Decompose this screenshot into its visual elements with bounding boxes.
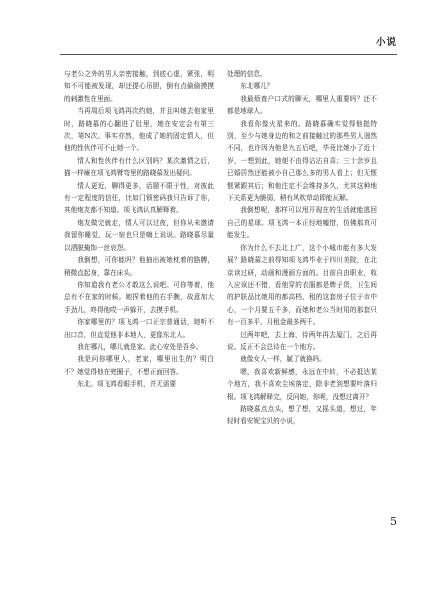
paragraph: 情人和性伙伴有什么区别吗？某次激情之后，猫一样瘫在项飞鸿臂弯里的路晓慕发出疑问。 [64,156,214,178]
header-rule [60,54,397,55]
left-column [64,68,214,391]
paragraph: 当再周后项飞鸿再次约她，并且叫她去他家里时，路晓慕的心翻进了肚里，她在安定会有第三次，第N次。事实亦然，他成了她的固定情人，但他的性伙伴可不止她一个。 [64,107,214,153]
paragraph: 我最烦查户口式的聊天，哪里人重要吗？还不都是地球人。 [227,94,377,116]
paragraph: 与老公之外的男人亲密接触，到底心虚，紧张，明知不可能被发现，却还提心吊胆，倒有点偷偷摸摸的刺激性在里面。 [64,70,214,103]
paragraph: 过两年吧，去上海，待两年再去厦门，之后再说。反正不会总待在一个地方。 [227,330,377,351]
paragraph: 你家哪里的？项飞鸿一口正宗普通话，她听不出口音，但直觉他非本地人，更像东北人。 [64,318,214,339]
page-number: 5 [390,515,397,528]
paragraph: 东北哪儿？ [240,82,274,91]
paragraph: 就像女人一样，腻了就换吗。 [240,355,326,364]
paragraph: 我是问你哪里人，老家，哪里出生的？明白不？她觉得他在兜圈子，不想正面回答。 [64,355,214,376]
right-column [227,68,377,428]
paragraph: 我倒想，可你能吗？他抽出被她枕着的胳膊，稍微直起身，靠在床头。 [64,256,214,277]
paragraph: 炮友做完就走，情人可以过夜，但你从未邀请我留你睡觉，玩一宿也只是嗨上说说。路晓慕尽量以洒脱掩饰一丝哀怨。 [64,218,214,252]
paragraph: 我看你像火星来的。路晓慕确实觉得他挺特别，至少与她身边的和之前接触过的那些男人迥然不同，也许因为他是九五后吧，毕竟比她小了近十岁，一想到此，她便不由得沾沾自喜；三十余岁且已婚居然还能被小自己那么多的男人看上；但无惬惬紧跟其后；和他注定不会维持多久，尤其这种地下关系更为脆弱，稍有风吹草动即能瓦解。 [227,119,377,203]
paragraph: 你为什么不去北上广，这个小城市能有多大发展？路晓慕之前得知项飞鸿毕业于四川美院，在北京读过研，动画和漫画方面的。目前自由职业，收入应该还不错，看他穿的衣服都是牌子货，卫生间的护肤品比她用的都高档，租的这套房子位于市中心，一个月要五千多，而她和老公当时用的那套只有一百多平，月租金最多两千。 [227,243,377,327]
paragraph: 嗯，我喜欢新鲜感，永远在中转，不必抵达某个地方，我不喜欢尘埃落定，除非老到想要叶落归根。项飞鸿解释完，反问她，你呢，没想过离开？ [227,367,377,401]
paragraph: 处理的信息。 [227,70,267,78]
paragraph: 我在哪儿，哪儿就是家。此心安处是吾乡。 [77,342,203,351]
section-title: 小说 [375,37,397,48]
paragraph: 我倒想呢，那样可以甩开现在的生活就能逃回自己的星球。项飞鸿一本正经地嘘惜，仿佛那真可能发生。 [227,206,377,240]
paragraph: 情人更近，聊得更多，话题不限于性，对彼此有一定程度的信任，比如门锁密码我只告诉了你，其他炮友都不知道。项飞鸿认真解释着。 [64,181,214,215]
paragraph: 东北。项飞鸿看眼手机，并无需要 [77,380,177,389]
paragraph: 你知道我有老公才敢这么说吧。可你等着，他总有不在家的时候。她捏着他的右手腕，故意加大手劲儿，咚得他哎一声躲开，去摸手机。 [64,280,214,314]
paragraph: 路晓慕点点头，想了想，又摇头道，想过，年轻时看安妮宝贝的小说， [227,404,377,426]
